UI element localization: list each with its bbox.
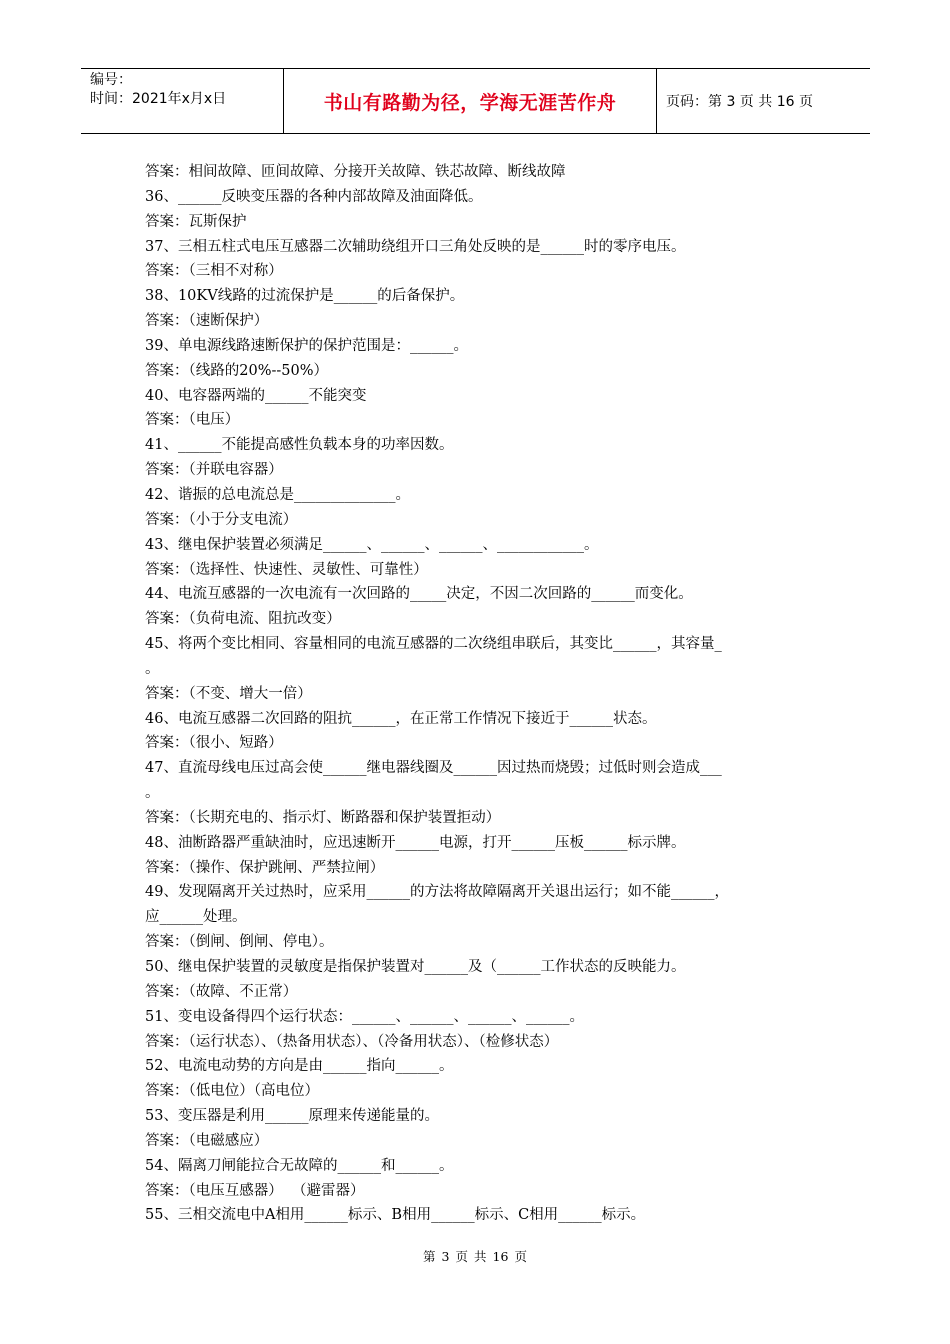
question-line: 53、变压器是利用______原理来传递能量的。 xyxy=(145,1108,439,1125)
question-line: 47、直流母线电压过高会使______继电器线圈及______因过热而烧毁；过低时则会造成___ xyxy=(145,760,722,777)
footer-total-pages: 16 xyxy=(492,1249,509,1264)
answer-line: 答案：（电磁感应） xyxy=(145,1132,269,1149)
question-line: 52、电流电动势的方向是由______指向______。 xyxy=(145,1058,454,1075)
footer-page-prefix: 第 xyxy=(423,1249,436,1264)
question-line: 38、10KV线路的过流保护是______的后备保护。 xyxy=(145,288,465,305)
document-body xyxy=(145,160,810,1228)
answer-line: 答案：瓦斯保护 xyxy=(145,213,247,230)
answer-line: 答案：（线路的20%--50%） xyxy=(145,362,329,379)
question-line: 50、继电保护装置的灵敏度是指保护装置对______及（______工作状态的反映能力。 xyxy=(145,959,686,975)
question-line: 应______处理。 xyxy=(145,909,247,926)
answer-line: 答案：（小于分支电流） xyxy=(145,511,298,528)
answer-line: 答案：（速断保护） xyxy=(145,313,269,330)
answer-line: 答案：（长期充电的、指示灯、断路器和保护装置拒动） xyxy=(145,809,501,826)
answer-line: 答案：（倒闸、倒闸、停电）。 xyxy=(145,934,334,951)
question-line: 54、隔离刀闸能拉合无故障的______和______。 xyxy=(145,1157,454,1174)
question-line: 37、三相五柱式电压互感器二次辅助绕组开口三角处反映的是______时的零序电压。 xyxy=(145,238,686,255)
page-footer xyxy=(0,1247,950,1265)
question-line: 。 xyxy=(145,785,160,802)
question-line: 41、______不能提高感性负载本身的功率因数。 xyxy=(145,437,454,454)
serial-label: 编号： xyxy=(90,72,132,88)
answer-line: 答案：（电压） xyxy=(145,412,240,429)
question-line: 46、电流互感器二次回路的阻抗______，在正常工作情况下接近于______状态。 xyxy=(145,710,657,727)
answer-line: 答案：（很小、短路） xyxy=(145,735,283,752)
answer-line: 答案：（电压互感器） （避雷器） xyxy=(145,1182,365,1199)
question-line: 44、电流互感器的一次电流有一次回路的_____决定，不因二次回路的______而变化。 xyxy=(145,586,693,603)
answer-line: 答案：（并联电容器） xyxy=(145,462,283,479)
question-line: 48、油断路器严重缺油时，应迅速断开______电源，打开______压板______标示牌。 xyxy=(145,834,686,851)
footer-total-prefix: 共 xyxy=(474,1249,487,1264)
question-line: 36、______反映变压器的各种内部故障及油面降低。 xyxy=(145,188,483,205)
header-meta xyxy=(81,69,284,133)
answer-line: 答案：（三相不对称） xyxy=(145,263,283,280)
footer-total-unit: 页 xyxy=(514,1249,527,1264)
answer-line: 答案：（故障、不正常） xyxy=(145,983,298,1000)
page-header xyxy=(81,68,870,134)
question-line: 51、变电设备得四个运行状态：______、______、______、______。 xyxy=(145,1008,584,1025)
question-line: 43、继电保护装置必须满足______、______、______、____________。 xyxy=(145,536,599,553)
time-label: 时间：2021年x月x日 xyxy=(90,91,227,107)
answer-line: 答案：相间故障、匝间故障、分接开关故障、铁芯故障、断线故障 xyxy=(145,164,566,180)
question-line: 42、谐振的总电流总是______________。 xyxy=(145,486,410,503)
question-line: 49、发现隔离开关过热时，应采用______的方法将故障隔离开关退出运行；如不能______， xyxy=(145,884,729,901)
answer-line: 答案：（低电位）（高电位） xyxy=(145,1083,319,1100)
answer-line: 答案：（操作、保护跳闸、严禁拉闸） xyxy=(145,859,385,876)
question-line: 45、将两个变比相同、容量相同的电流互感器的二次绕组串联后，其变比______，其容量_ xyxy=(145,636,722,653)
question-line: 。 xyxy=(145,660,160,677)
answer-line: 答案：（选择性、快速性、灵敏性、可靠性） xyxy=(145,561,428,578)
header-page-label: 页码：第 3 页 共 16 页 xyxy=(666,94,813,110)
footer-page-unit: 页 xyxy=(455,1249,469,1264)
footer-page-number: 3 xyxy=(441,1249,450,1264)
header-motto: 书山有路勤为径，学海无涯苦作舟 xyxy=(284,69,657,133)
answer-line: 答案：（运行状态）、（热备用状态）、（冷备用状态）、（检修状态） xyxy=(145,1033,559,1050)
question-line: 40、电容器两端的______不能突变 xyxy=(145,387,367,404)
answer-line: 答案：（不变、增大一倍） xyxy=(145,685,312,702)
answer-line: 答案：（负荷电流、阻抗改变） xyxy=(145,611,341,628)
question-line: 39、单电源线路速断保护的保护范围是：______。 xyxy=(145,337,468,354)
question-line: 55、三相交流电中A相用______标示、B相用______标示、C相用______标示。 xyxy=(145,1207,646,1224)
